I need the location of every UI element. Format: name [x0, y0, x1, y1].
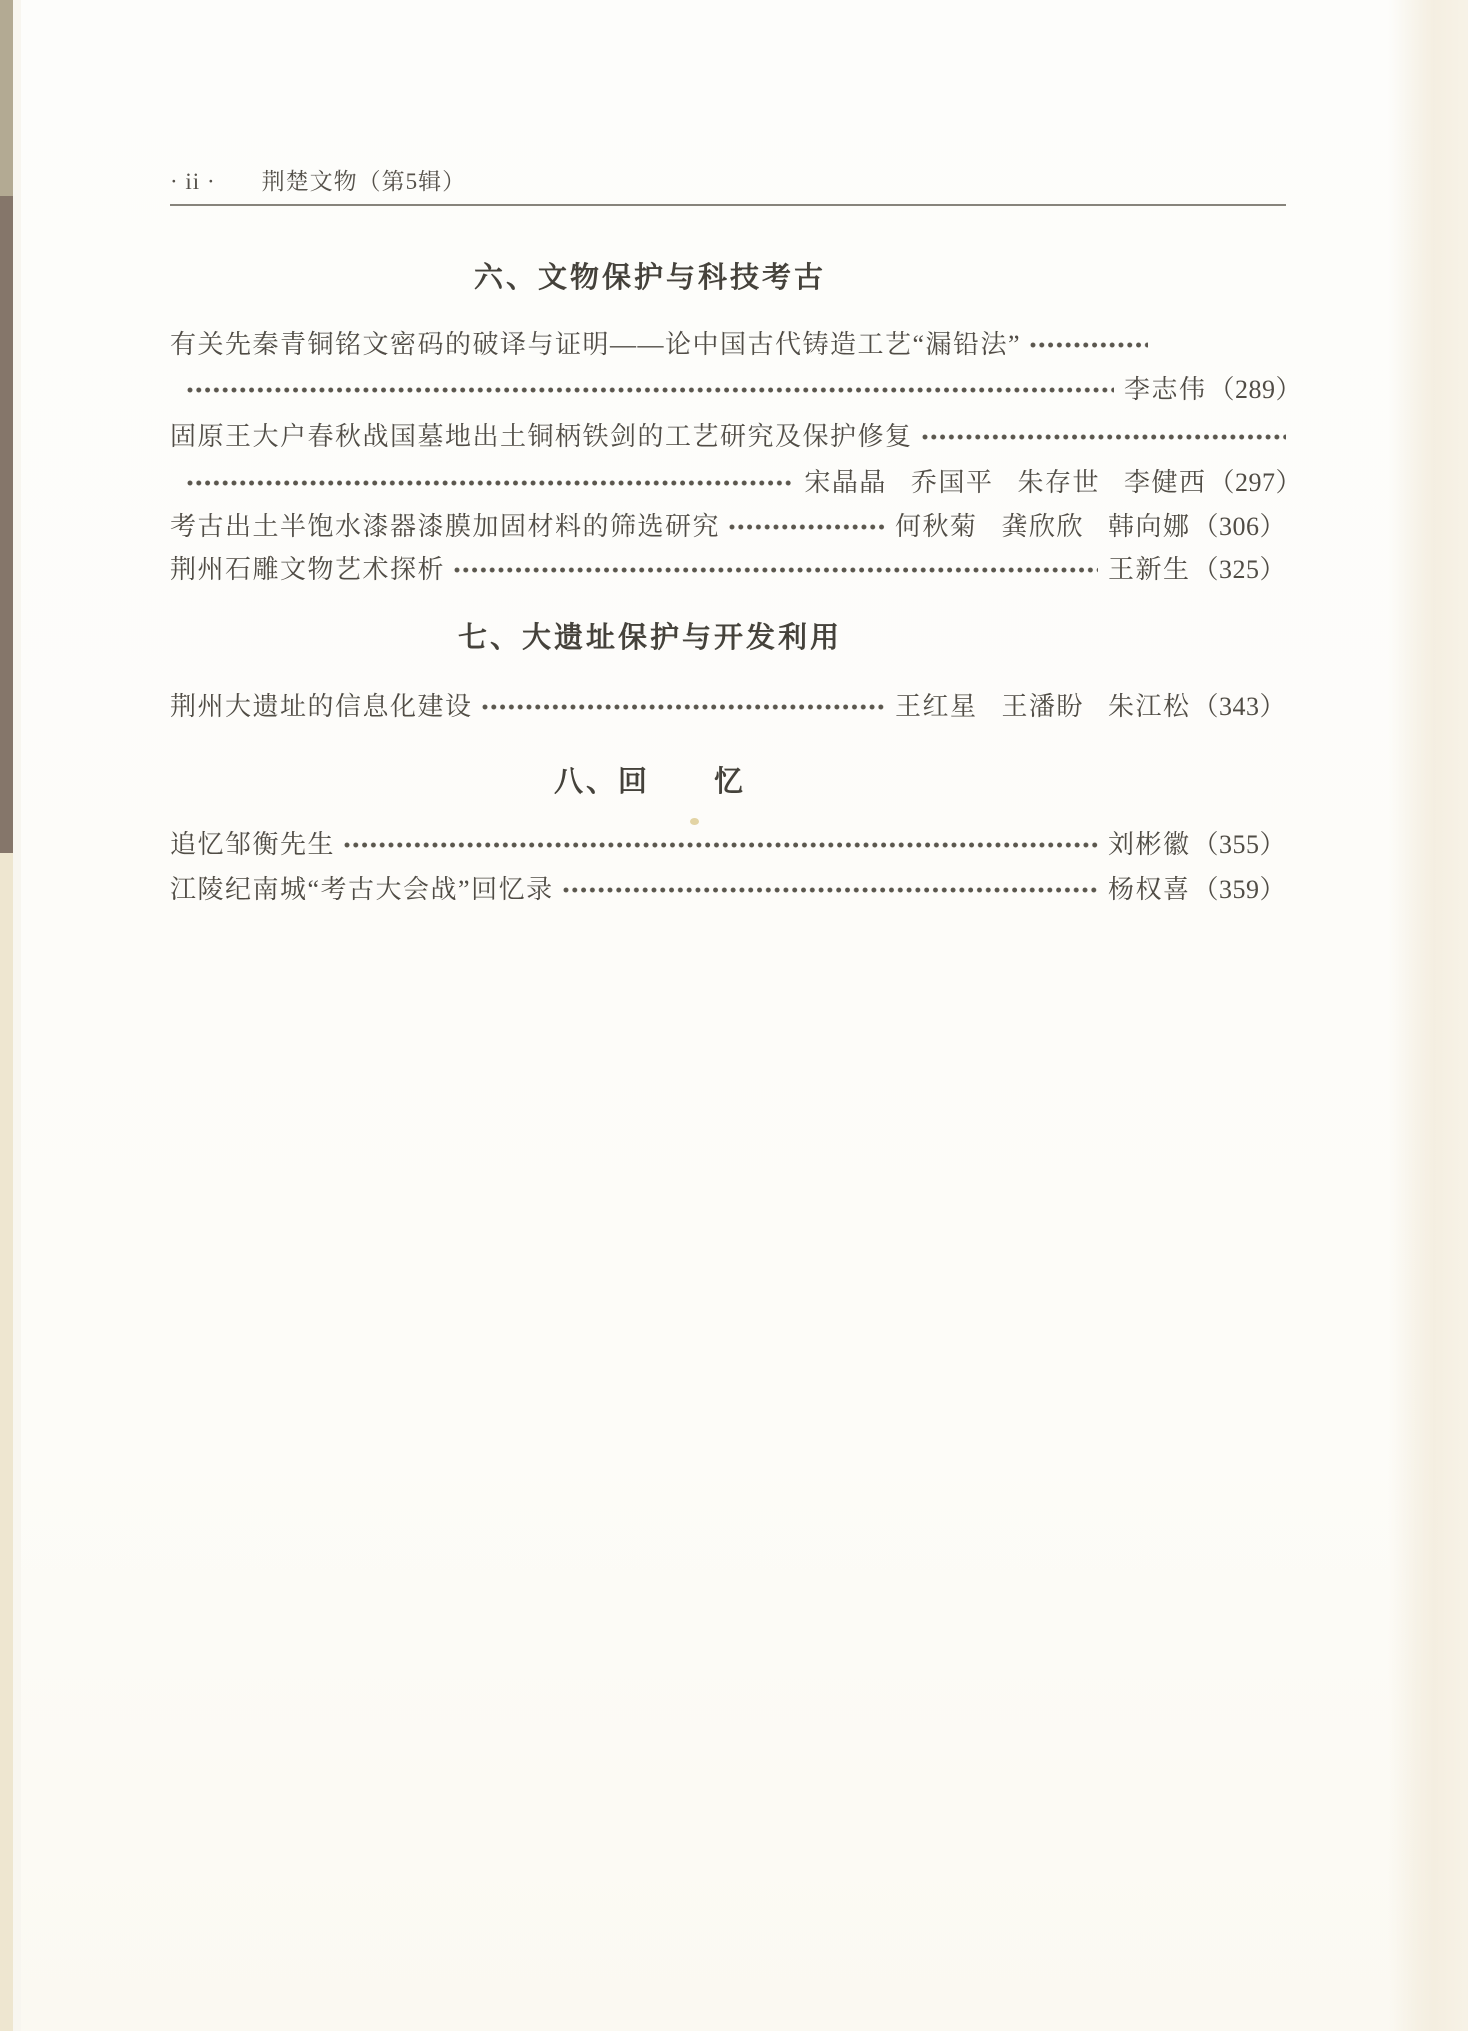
- entry-title: 考古出土半饱水漆器漆膜加固材料的筛选研究: [170, 512, 721, 541]
- section-heading-6: 六、文物保护与科技考古: [473, 262, 826, 294]
- entry-author: 何秋菊: [894, 512, 978, 541]
- entry-page-number: （355）: [1192, 830, 1286, 859]
- entry-page-number: （306）: [1192, 512, 1286, 541]
- page-left-edge: [13, 0, 21, 2031]
- toc-entry-line: [170, 327, 1286, 363]
- entry-author: 王红星: [894, 692, 978, 721]
- dot-leader: [186, 476, 794, 490]
- entry-title: 江陵纪南城“考古大会战”回忆录: [170, 875, 554, 904]
- dot-leader: [343, 838, 1098, 852]
- dot-leader: [921, 430, 1286, 444]
- dot-leader: [453, 563, 1098, 577]
- entry-author: 李志伟: [1123, 375, 1207, 404]
- entry-author: 朱江松: [1107, 692, 1191, 721]
- dot-leader: [1029, 338, 1148, 352]
- toc-entry-line: [170, 465, 1302, 501]
- entry-title: 荆州大遗址的信息化建设: [170, 692, 473, 721]
- entry-title: 荆州石雕文物艺术探析: [170, 555, 446, 584]
- entry-page-number: （343）: [1192, 692, 1286, 721]
- toc-entry-line: [170, 509, 1286, 545]
- entry-page-number: （289）: [1208, 375, 1302, 404]
- entry-title: 追忆邹衡先生: [170, 830, 336, 859]
- toc-entry-line: [170, 552, 1286, 588]
- entry-author: 龚欣欣: [1001, 512, 1084, 541]
- entry-title: 有关先秦青铜铭文密码的破译与证明——论中国古代铸造工艺“漏铅法”: [170, 330, 1022, 359]
- page-number-marker: · ii ·: [170, 169, 216, 194]
- entry-author: 乔国平: [910, 468, 994, 497]
- running-header: [170, 163, 466, 196]
- entry-author: 宋晶晶: [804, 468, 887, 497]
- scan-speck: [690, 818, 699, 825]
- page-curl-shadow: [1388, 0, 1468, 2031]
- entry-author: 王潘盼: [1001, 692, 1084, 721]
- dot-leader: [186, 383, 1114, 397]
- left-binding-strip-bottom: [0, 853, 13, 2031]
- header-rule: [170, 204, 1286, 206]
- dot-leader: [562, 883, 1098, 897]
- dot-leader: [481, 700, 885, 714]
- entry-author: 杨权喜: [1107, 875, 1191, 904]
- entry-author: 韩向娜: [1107, 512, 1191, 541]
- entry-author: 王新生: [1107, 555, 1191, 584]
- dot-leader: [728, 520, 885, 534]
- left-binding-strip-middle: [0, 196, 13, 853]
- entry-page-number: （297）: [1208, 468, 1302, 497]
- entry-author: 刘彬徽: [1107, 830, 1191, 859]
- toc-entry-line: [170, 872, 1286, 908]
- entry-page-number: （359）: [1192, 875, 1286, 904]
- book-title: 荆楚文物（第5辑）: [261, 169, 467, 194]
- toc-entry-line: [170, 689, 1286, 725]
- entry-page-number: （325）: [1192, 555, 1286, 584]
- toc-entry-line: [170, 827, 1286, 863]
- section-heading-7: 七、大遗址保护与开发利用: [457, 622, 842, 654]
- toc-entry-line: [170, 419, 1286, 455]
- left-binding-strip-top: [0, 0, 13, 196]
- toc-entry-line: [170, 372, 1302, 408]
- entry-author: 朱存世: [1017, 468, 1100, 497]
- section-heading-8: 八、回 忆: [553, 766, 746, 798]
- entry-title: 固原王大户春秋战国墓地出土铜柄铁剑的工艺研究及保护修复: [170, 422, 913, 451]
- entry-author: 李健西: [1123, 468, 1207, 497]
